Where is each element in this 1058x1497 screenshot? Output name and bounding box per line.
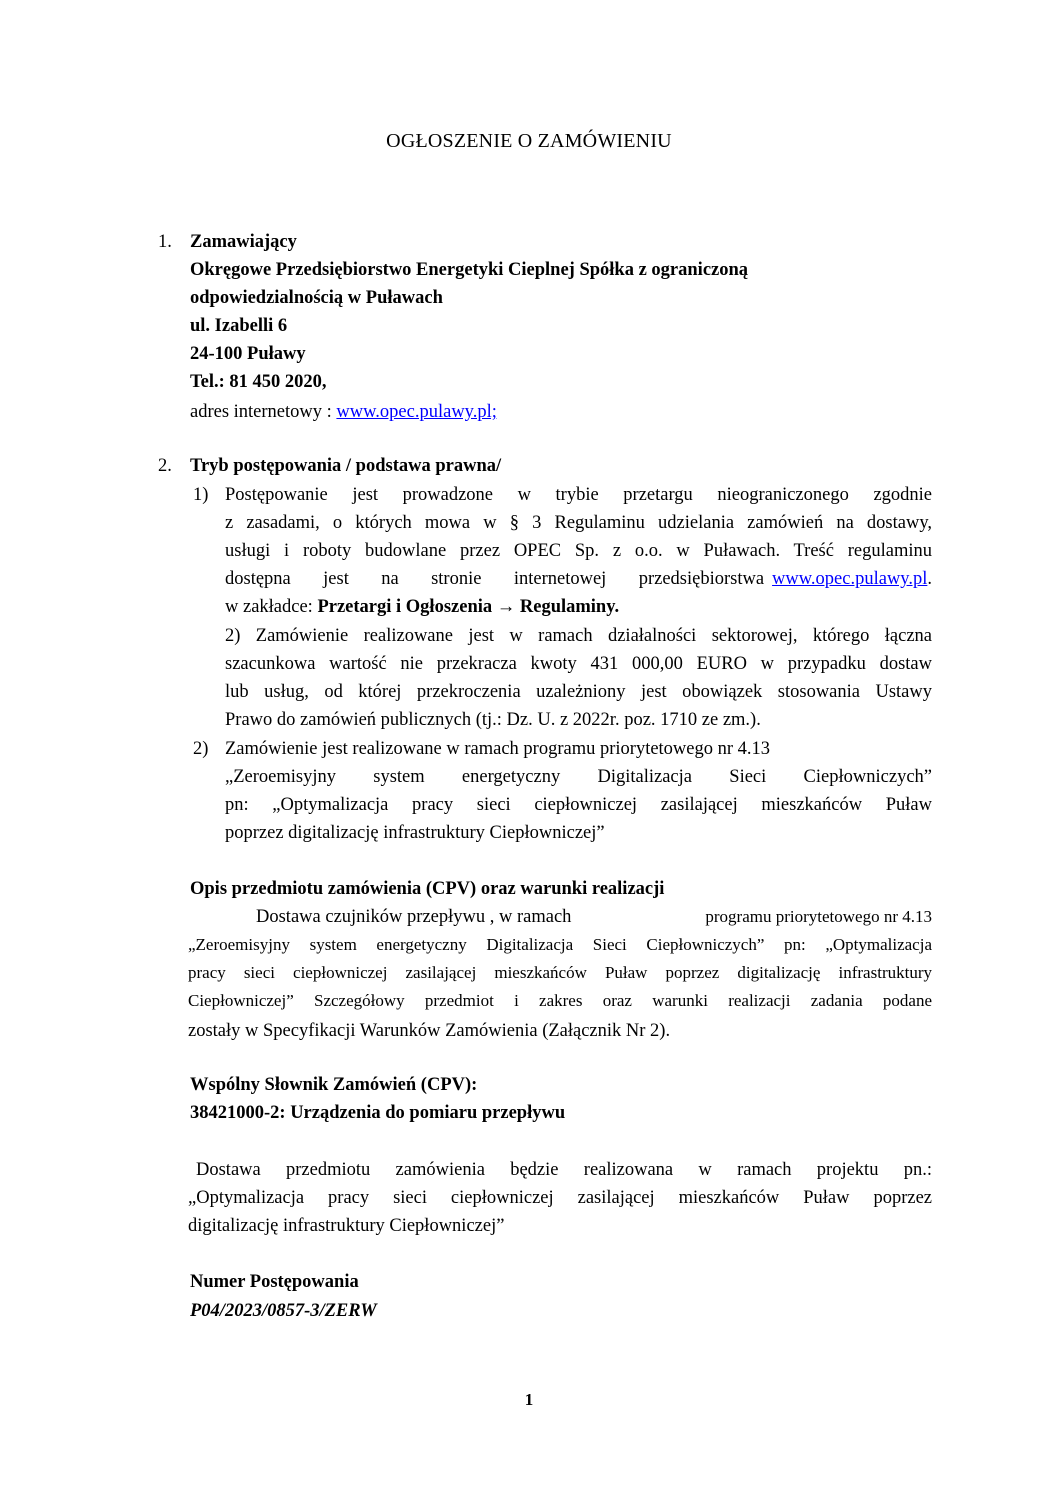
item1b-line3: lub usług, od której przekroczenia uzależniony jest obowiązek stosowania Ustawy: [225, 682, 932, 702]
org-name-line1: Okręgowe Przedsiębiorstwo Energetyki Cieplnej Spółka z ograniczoną: [190, 260, 749, 280]
org-postal: 24-100 Puławy: [190, 344, 306, 364]
item1-number: 1): [193, 485, 209, 505]
cpv-heading: Wspólny Słownik Zamówień (CPV):: [190, 1075, 478, 1095]
item2-line2: „Zeroemisyjny system energetyczny Digitalizacja Sieci Ciepłowniczych”: [225, 767, 932, 787]
delivery-line1: Dostawa przedmiotu zamówienia będzie realizowana w ramach projektu pn.:: [196, 1160, 932, 1180]
item1-line5: [225, 598, 619, 617]
description-line4: Ciepłowniczej” Szczegółowy przedmiot i zakres oraz warunki realizacji zadania podane: [188, 991, 932, 1010]
org-street: ul. Izabelli 6: [190, 316, 288, 336]
description-heading: Opis przedmiotu zamówienia (CPV) oraz warunki realizacji: [190, 879, 665, 899]
section2-number: 2.: [158, 456, 172, 476]
item1-link-period: .: [927, 569, 932, 589]
item1-line1: Postępowanie jest prowadzone w trybie przetargu nieograniczonego zgodnie: [225, 485, 932, 505]
item1-line4: [225, 570, 932, 589]
description-line5: zostały w Specyfikacji Warunków Zamówienia (Załącznik Nr 2).: [188, 1021, 671, 1041]
cpv-code: 38421000-2: Urządzenia do pomiaru przepływu: [190, 1103, 566, 1123]
org-web-line: [190, 403, 497, 422]
item1-line5-text: w zakładce:: [225, 597, 318, 617]
description-line2: „Zeroemisyjny system energetyczny Digitalizacja Sieci Ciepłowniczych” pn: „Optymalizacja: [188, 935, 932, 954]
web-link[interactable]: www.opec.pulawy.pl;: [336, 402, 497, 422]
description-line1a: Dostawa czujników przepływu , w ramach: [256, 907, 572, 927]
procedure-number-value: P04/2023/0857-3/ZERW: [190, 1301, 377, 1321]
description-line1: [256, 908, 932, 927]
section2-heading: Tryb postępowania / podstawa prawna/: [190, 456, 502, 476]
item1-line4-text: dostępna jest na stronie internetowej przedsiębiorstwa: [225, 569, 765, 589]
document-title: OGŁOSZENIE O ZAMÓWIENIU: [386, 130, 672, 152]
item1b-line4: Prawo do zamówień publicznych (tj.: Dz. U. z 2022r. poz. 1710 ze zm.).: [225, 710, 761, 730]
item1-line2: z zasadami, o których mowa w § 3 Regulaminu udzielania zamówień na dostawy,: [225, 513, 932, 533]
delivery-line2: „Optymalizacja pracy sieci ciepłowniczej zasilającej mieszkańców Puław poprzez: [188, 1188, 932, 1208]
page-number: 1: [524, 1390, 534, 1409]
item1b-line2: szacunkowa wartość nie przekracza kwoty 431 000,00 EURO w przypadku dostaw: [225, 654, 932, 674]
item1-link[interactable]: www.opec.pulawy.pl: [772, 569, 928, 589]
org-phone: Tel.: 81 450 2020,: [190, 372, 327, 392]
item1-line5-bold: Przetargi i Ogłoszenia → Regulaminy.: [317, 597, 620, 617]
web-label: adres internetowy :: [190, 402, 337, 422]
delivery-line3: digitalizację infrastruktury Ciepłowniczej”: [188, 1216, 505, 1236]
item2-line3: pn: „Optymalizacja pracy sieci ciepłowniczej zasilającej mieszkańców Puław: [225, 795, 932, 815]
item1b-line1: 2) Zamówienie realizowane jest w ramach działalności sektorowej, którego łączna: [225, 626, 932, 646]
section1-heading: Zamawiający: [190, 232, 297, 252]
org-name-line2: odpowiedzialnością w Puławach: [190, 288, 443, 308]
item1-line3: usługi i roboty budowlane przez OPEC Sp. z o.o. w Puławach. Treść regulaminu: [225, 541, 932, 561]
section1-number: 1.: [158, 232, 172, 252]
item2-line1: Zamówienie jest realizowane w ramach programu priorytetowego nr 4.13: [225, 739, 771, 759]
item2-line4: poprzez digitalizację infrastruktury Ciepłowniczej”: [225, 823, 605, 843]
item2-number: 2): [193, 739, 209, 759]
description-line3: pracy sieci ciepłowniczej zasilającej mieszkańców Puław poprzez digitalizację infrastruktury: [188, 963, 932, 982]
description-line1b: programu priorytetowego nr 4.13: [705, 907, 932, 926]
procedure-number-heading: Numer Postępowania: [190, 1272, 359, 1292]
